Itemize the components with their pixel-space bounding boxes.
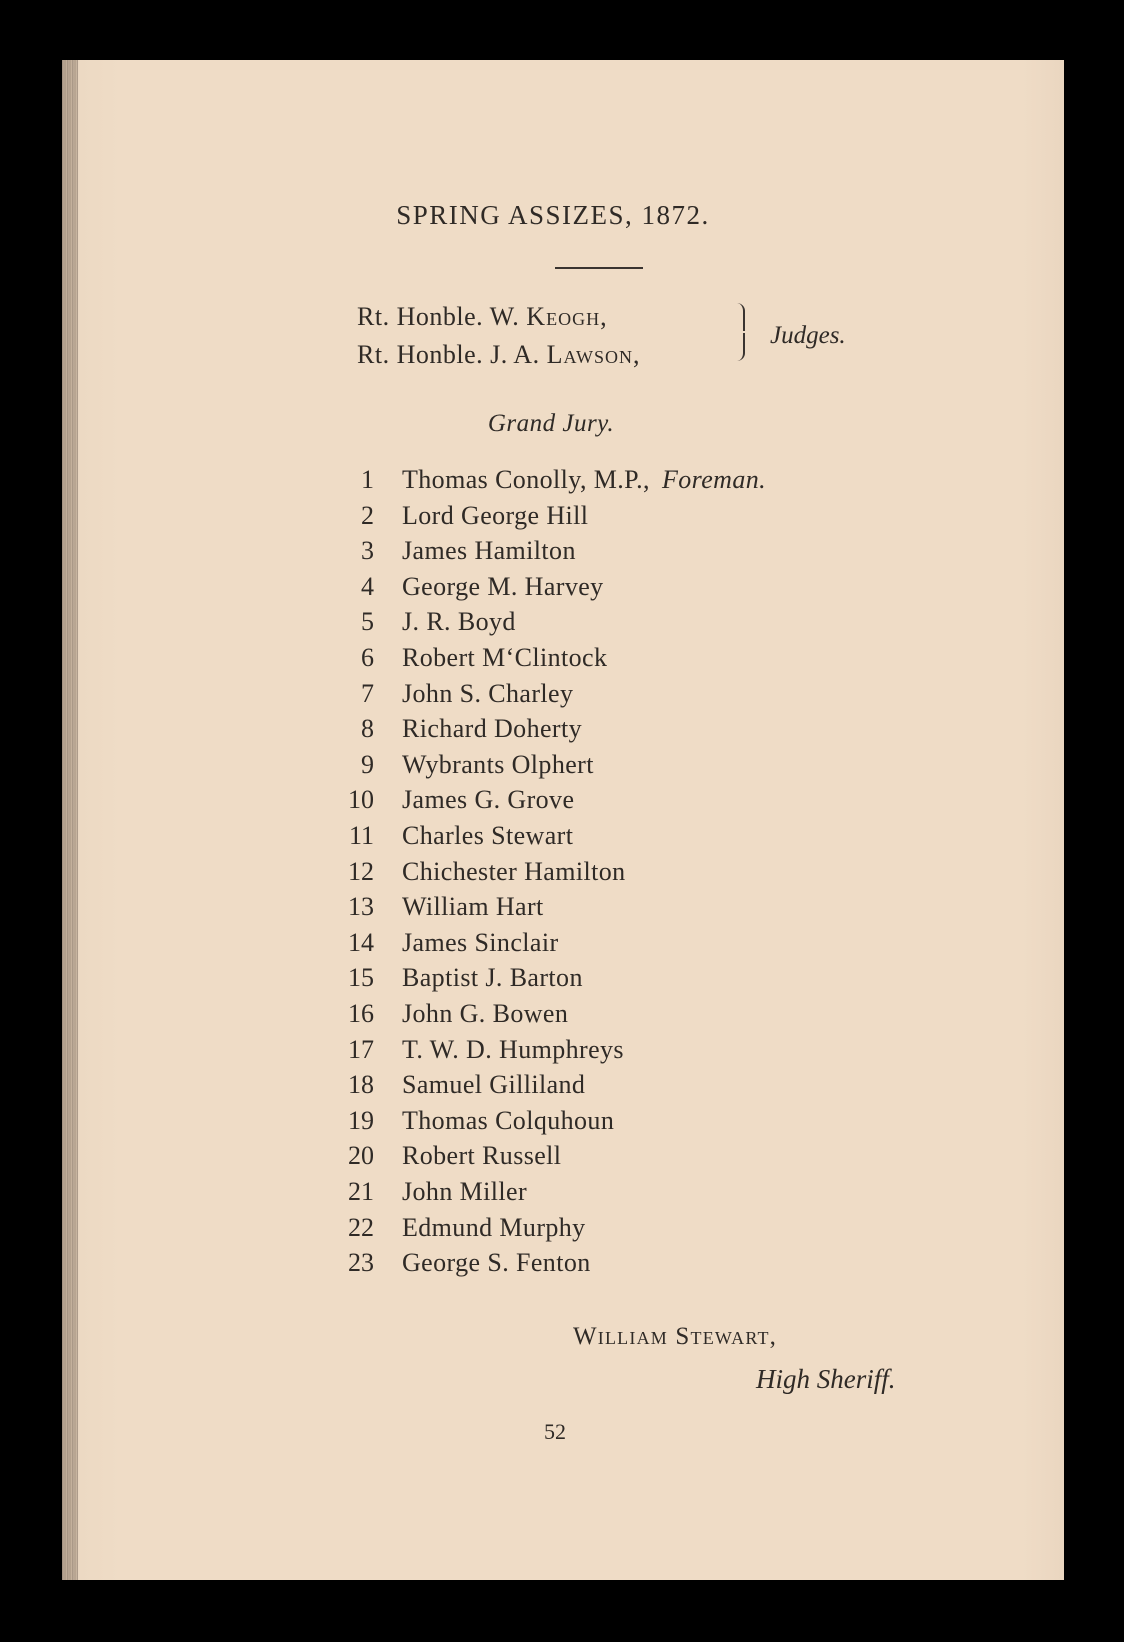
juror-name-text: James Sinclair <box>402 927 559 957</box>
juror-number: 8 <box>361 714 374 744</box>
juror-name-text: James G. Grove <box>402 785 575 815</box>
juror-name <box>402 1035 624 1065</box>
juror-number: 19 <box>348 1105 374 1135</box>
juror-number: 7 <box>361 678 374 708</box>
juror-name <box>402 679 573 709</box>
juror-number: 5 <box>361 607 374 637</box>
juror-name <box>402 785 574 815</box>
judges-label: Judges. <box>770 322 846 349</box>
juror-name <box>402 1177 527 1207</box>
juror-number: 21 <box>348 1177 374 1206</box>
juror-number: 15 <box>348 963 374 993</box>
juror-name <box>402 1106 614 1136</box>
juror-name-text: John S. Charley <box>402 678 574 708</box>
juror-name-text: Robert M‘Clintock <box>402 643 608 672</box>
juror-number: 20 <box>348 1141 374 1171</box>
juror-role: Foreman. <box>661 465 767 494</box>
juror-name <box>402 750 594 780</box>
juror-number: 10 <box>348 785 374 815</box>
judge-line <box>357 302 607 332</box>
signature-name: William Stewart, <box>573 1323 778 1350</box>
juror-name-text: Lord George Hill <box>402 500 589 530</box>
juror-number: 1 <box>361 465 374 494</box>
juror-name-text: George M. Harvey <box>402 571 604 601</box>
juror-name <box>402 999 568 1029</box>
juror-name <box>402 465 766 495</box>
juror-number: 14 <box>348 927 374 957</box>
juror-name <box>402 857 626 887</box>
juror-name-text: Baptist J. Barton <box>402 963 583 993</box>
juror-name <box>402 536 576 566</box>
juror-name-text: John G. Bowen <box>402 999 569 1028</box>
juror-name-text: T. W. D. Humphreys <box>402 1034 624 1064</box>
juror-name <box>402 1248 591 1278</box>
page-edge <box>62 60 78 1580</box>
juror-name-text: Richard Doherty <box>402 714 583 744</box>
juror-name-text: Robert Russell <box>402 1141 562 1171</box>
juror-name <box>402 643 607 673</box>
judge-suffix: , <box>633 340 641 369</box>
juror-name <box>402 821 573 851</box>
juror-number: 13 <box>348 892 374 922</box>
page-number: 52 <box>544 1419 566 1444</box>
juror-number: 22 <box>348 1212 374 1242</box>
juror-name <box>402 1213 586 1243</box>
judges-brace <box>735 303 745 363</box>
juror-number: 6 <box>361 643 374 672</box>
judge-prefix: Rt. Honble. J. A. <box>357 340 547 369</box>
juror-number: 17 <box>348 1034 374 1064</box>
juror-number: 2 <box>361 500 374 530</box>
juror-name-text: James Hamilton <box>402 536 576 566</box>
juror-name-text: Thomas Conolly, M.P., <box>402 465 650 494</box>
juror-name-text: Edmund Murphy <box>402 1212 586 1242</box>
juror-number: 4 <box>361 571 374 601</box>
juror-name-text: Wybrants Olphert <box>402 749 594 779</box>
book-page <box>62 60 1064 1580</box>
judge-suffix: , <box>600 302 608 331</box>
juror-number: 11 <box>348 821 374 850</box>
juror-name <box>402 1141 561 1171</box>
judge-line <box>357 340 640 370</box>
juror-number: 16 <box>348 999 374 1028</box>
juror-name <box>402 714 582 744</box>
juror-name <box>402 572 604 602</box>
juror-name <box>402 1070 585 1100</box>
juror-name-text: Samuel Gilliland <box>402 1070 586 1100</box>
juror-name-text: Charles Stewart <box>402 821 574 850</box>
juror-name-text: Chichester Hamilton <box>402 856 626 886</box>
juror-name-text: John Miller <box>402 1177 528 1206</box>
juror-name-text: George S. Fenton <box>402 1248 591 1278</box>
juror-name <box>402 963 583 993</box>
judge-prefix: Rt. Honble. W. <box>357 302 527 331</box>
juror-name <box>402 607 516 637</box>
juror-name <box>402 501 588 531</box>
juror-number: 3 <box>361 536 374 566</box>
juror-name-text: Thomas Colquhoun <box>402 1105 615 1135</box>
juror-name-text: J. R. Boyd <box>402 607 516 637</box>
title-rule <box>555 267 643 269</box>
section-title: Grand Jury. <box>487 410 615 437</box>
juror-name <box>402 892 544 922</box>
page-title: SPRING ASSIZES, 1872. <box>396 200 710 230</box>
juror-name-text: William Hart <box>402 892 544 922</box>
judge-surname: Lawson <box>546 340 634 369</box>
signature-title: High Sheriff. <box>756 1364 896 1394</box>
judge-surname: Keogh <box>526 302 601 331</box>
juror-number: 12 <box>348 856 374 886</box>
juror-name <box>402 928 559 958</box>
juror-number: 18 <box>348 1070 374 1100</box>
juror-number: 23 <box>348 1248 374 1278</box>
juror-number: 9 <box>361 749 374 779</box>
